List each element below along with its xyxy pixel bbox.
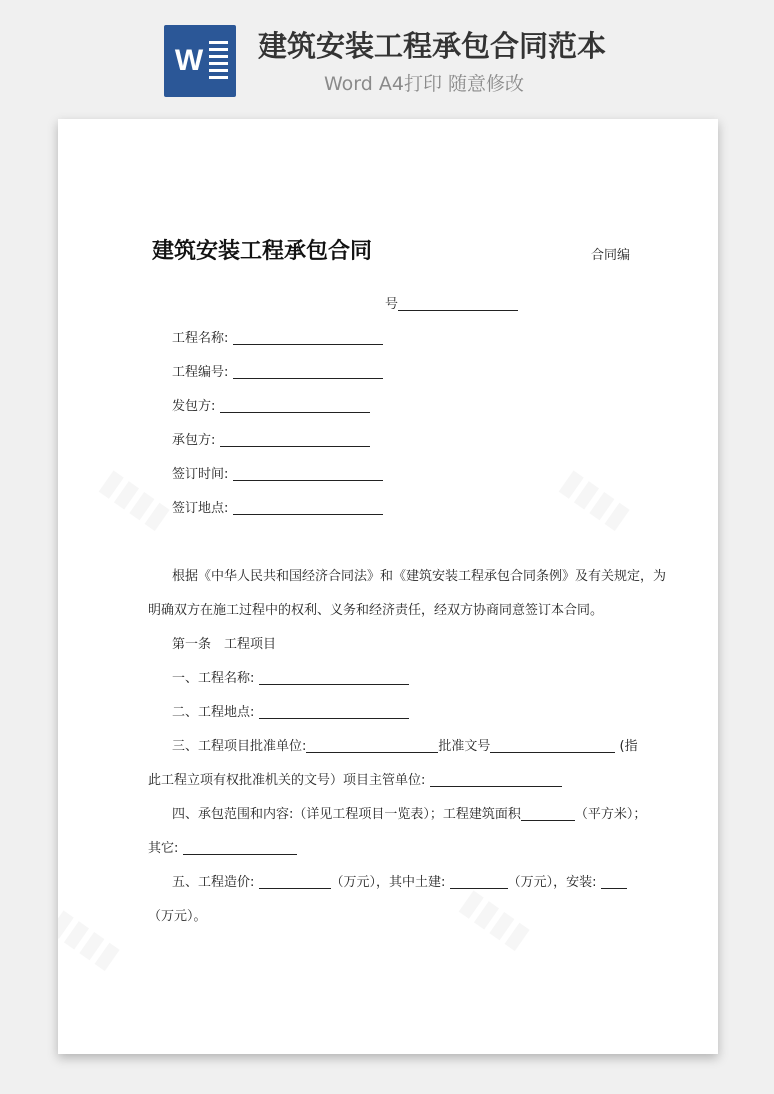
contract-no-label-end: 号 bbox=[385, 297, 399, 312]
civil-cost-blank[interactable] bbox=[450, 874, 508, 889]
item-label: 此工程立项有权批准机关的文号）项目主管单位: bbox=[148, 773, 426, 788]
watermark bbox=[93, 461, 177, 537]
preamble-line-1: 根据《中华人民共和国经济合同法》和《建筑安装工程承包合同条例》及有关规定，为 bbox=[172, 569, 667, 584]
other-blank[interactable] bbox=[183, 840, 297, 855]
item-1 bbox=[172, 670, 409, 688]
watermark bbox=[58, 901, 128, 977]
item-5-line-2: （万元）。 bbox=[148, 909, 207, 924]
item-label: 其它: bbox=[148, 841, 179, 856]
item-4-line-2 bbox=[148, 840, 297, 858]
sign-place-blank[interactable] bbox=[233, 500, 383, 515]
field-sign-place bbox=[172, 500, 383, 518]
item-3-note-open: (指 bbox=[619, 739, 638, 754]
project-no-blank[interactable] bbox=[233, 364, 383, 379]
approval-unit-blank[interactable] bbox=[306, 738, 438, 753]
field-employer bbox=[172, 398, 370, 416]
item-1-blank[interactable] bbox=[259, 670, 409, 685]
preamble-line-2: 明确双方在施工过程中的权利、义务和经济责任，经双方协商同意签订本合同。 bbox=[148, 603, 604, 618]
approval-no-blank[interactable] bbox=[490, 738, 615, 753]
contract-no-label: 合同编 bbox=[591, 248, 631, 263]
watermark bbox=[553, 461, 637, 537]
field-label: 发包方: bbox=[172, 399, 216, 414]
contract-title: 建筑安装工程承包合同 bbox=[152, 239, 373, 264]
document-page bbox=[58, 119, 718, 1054]
item-3 bbox=[172, 738, 638, 756]
item-2 bbox=[172, 704, 409, 722]
field-label: 工程名称: bbox=[172, 331, 229, 346]
floor-area-blank[interactable] bbox=[521, 806, 575, 821]
header-title: 建筑安装工程承包合同范本 bbox=[258, 29, 607, 63]
word-icon-letter: W bbox=[174, 44, 204, 77]
word-icon-lines bbox=[209, 41, 228, 83]
contract-no-blank[interactable] bbox=[398, 296, 518, 311]
project-name-blank[interactable] bbox=[233, 330, 383, 345]
page-header bbox=[0, 0, 774, 110]
field-sign-time bbox=[172, 466, 383, 484]
item-3-line-2 bbox=[148, 772, 562, 790]
header-subtitle: Word A4打印 随意修改 bbox=[324, 73, 525, 95]
item-label: 三、工程项目批准单位: bbox=[172, 739, 307, 754]
contract-no-row bbox=[385, 296, 518, 314]
total-cost-blank[interactable] bbox=[259, 874, 331, 889]
item-label: 五、工程造价: bbox=[172, 875, 255, 890]
item-5-install-label: （万元），安装: bbox=[507, 875, 597, 890]
article-1-heading: 第一条 工程项目 bbox=[172, 637, 277, 652]
item-4 bbox=[172, 806, 646, 824]
field-project-no bbox=[172, 364, 383, 382]
item-3-approval-no-label: 批准文号 bbox=[438, 739, 491, 754]
word-icon bbox=[164, 25, 236, 97]
item-5-civil-label: （万元），其中土建: bbox=[330, 875, 446, 890]
field-label: 签订地点: bbox=[172, 501, 229, 516]
item-4-unit: （平方米）； bbox=[574, 807, 647, 822]
supervising-unit-blank[interactable] bbox=[430, 772, 562, 787]
item-label: 二、工程地点: bbox=[172, 705, 255, 720]
field-contractor bbox=[172, 432, 370, 450]
item-5 bbox=[172, 874, 627, 892]
field-label: 工程编号: bbox=[172, 365, 229, 380]
item-label: 一、工程名称: bbox=[172, 671, 255, 686]
watermark bbox=[453, 881, 537, 957]
employer-blank[interactable] bbox=[220, 398, 370, 413]
field-label: 承包方: bbox=[172, 433, 216, 448]
item-label: 四、承包范围和内容:（详见工程项目一览表）；工程建筑面积 bbox=[172, 807, 521, 822]
field-project-name bbox=[172, 330, 383, 348]
item-2-blank[interactable] bbox=[259, 704, 409, 719]
install-cost-blank[interactable] bbox=[601, 874, 627, 889]
contractor-blank[interactable] bbox=[220, 432, 370, 447]
field-label: 签订时间: bbox=[172, 467, 229, 482]
sign-time-blank[interactable] bbox=[233, 466, 383, 481]
